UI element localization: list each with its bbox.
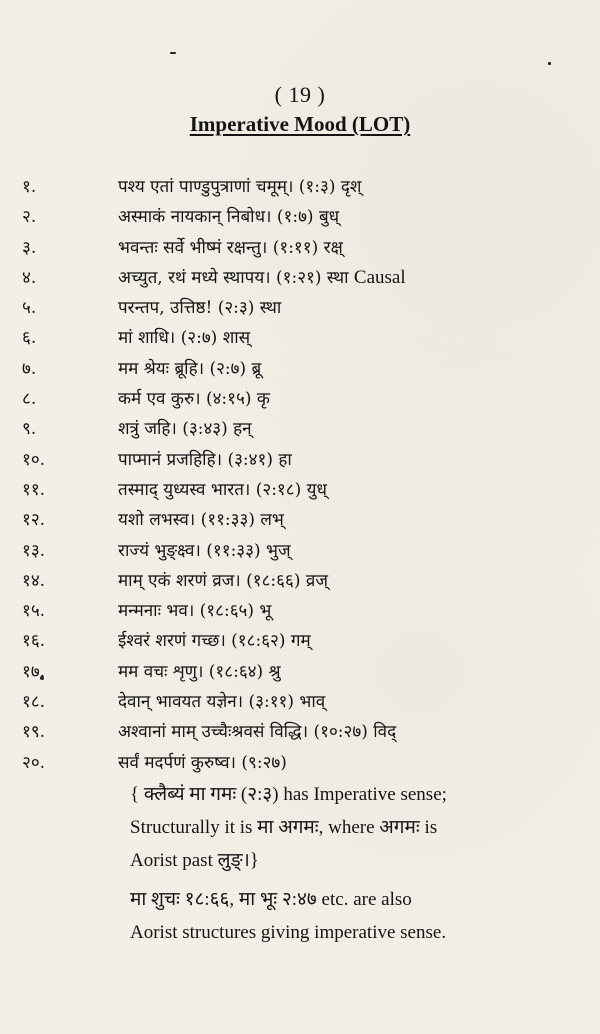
entry-number: ६.: [22, 328, 37, 349]
explanatory-note: [130, 778, 580, 949]
entry-text: यशो लभस्व। (११:३३) लभ्: [118, 510, 284, 531]
entry-number: १४.: [22, 570, 46, 591]
entry-number: १९.: [22, 722, 46, 743]
entry-number: १७.: [22, 661, 46, 682]
entry-number: ११.: [22, 479, 46, 500]
entry-number: ९.: [22, 419, 37, 440]
list-item: [0, 536, 600, 566]
entry-text: पश्य एतां पाण्डुपुत्राणां चमूम्। (१:३) दृश्: [118, 177, 362, 197]
entry-text: अश्वानां माम् उच्चैःश्रवसं विद्धि। (१०:२७) विद्: [118, 722, 397, 743]
entry-number: २.: [22, 207, 37, 228]
entry-number: ८.: [22, 389, 37, 410]
list-item: [0, 323, 600, 353]
page-number: ( 19 ): [274, 82, 326, 107]
entry-text: शत्रुं जहि। (३:४३) हन्: [118, 419, 252, 440]
entry-text-wrapper: [118, 263, 406, 293]
list-item: [0, 233, 600, 263]
entry-number: २०.: [22, 752, 46, 773]
entry-text: कर्म एव कुरु। (४:१५) कृ: [118, 389, 270, 410]
list-item: [0, 566, 600, 596]
entry-text: मम वचः शृणु। (१८:६४) श्रु: [118, 661, 281, 682]
print-speck: [548, 62, 551, 65]
list-item: [0, 293, 600, 323]
list-item: [0, 505, 600, 535]
example-list: [0, 172, 600, 778]
entry-text: मां शाधि। (२:७) शास्: [118, 328, 251, 349]
entry-text: देवान् भावयत यज्ञेन। (३:११) भाव्: [118, 692, 326, 713]
entry-number: ३.: [22, 237, 37, 258]
list-item: [0, 748, 600, 778]
list-item: [0, 626, 600, 656]
list-item: [0, 354, 600, 384]
entry-number: १३.: [22, 540, 46, 561]
entry-number: १८.: [22, 692, 46, 713]
entry-number: ५.: [22, 298, 37, 319]
list-item: [0, 475, 600, 505]
note-line: Structurally it is मा अगमः, where अगमः is: [130, 817, 438, 838]
list-item: [0, 202, 600, 232]
list-item: [0, 263, 600, 293]
entry-text: ईश्वरं शरणं गच्छ। (१८:६२) गम्: [118, 631, 311, 652]
entry-number: १.: [22, 177, 37, 197]
entry-annotation: Causal: [353, 266, 406, 288]
entry-text: मन्मनाः भव। (१८:६५) भू: [118, 601, 272, 622]
print-speck: [170, 52, 176, 54]
entry-number: ४.: [22, 267, 37, 288]
entry-text: राज्यं भुङ्क्ष्व। (११:३३) भुज्: [118, 540, 291, 561]
entry-text: अच्युत, रथं मध्ये स्थापय। (१:२१) स्था: [118, 267, 349, 288]
entry-number: १०.: [22, 449, 46, 470]
entry-text: तस्माद् युध्यस्व भारत। (२:१८) युध्: [118, 479, 327, 500]
list-item: [0, 414, 600, 444]
entry-text: भवन्तः सर्वे भीष्मं रक्षन्तु। (१:११) रक्ष्: [118, 237, 343, 258]
entry-number: १६.: [22, 631, 46, 652]
entry-text: मम श्रेयः ब्रूहि। (२:७) ब्रू: [118, 358, 262, 379]
list-item: [0, 445, 600, 475]
list-item: [0, 384, 600, 414]
note-line: मा शुचः १८:६६, मा भूः २:४७ etc. are also: [130, 889, 412, 910]
list-item: [0, 657, 600, 687]
entry-text: अस्माकं नायकान् निबोध। (१:७) बुध्: [118, 207, 340, 228]
entry-text: पाप्मानं प्रजहिहि। (३:४१) हा: [118, 449, 292, 470]
list-item: [0, 717, 600, 747]
note-line: Aorist structures giving imperative sense.: [130, 922, 447, 943]
entry-text: परन्तप, उत्तिष्ठ! (२:३) स्था: [118, 298, 282, 319]
entry-number: १२.: [22, 510, 46, 531]
entry-number: १५.: [22, 601, 46, 622]
list-item: [0, 596, 600, 626]
entry-number: ७.: [22, 358, 37, 379]
note-line: { क्लैब्यं मा गमः (२:३) has Imperative sense;: [130, 784, 447, 805]
note-line: Aorist past लुङ्।}: [130, 850, 259, 871]
entry-text: सर्वं मदर्पणं कुरुष्व। (९:२७): [118, 752, 287, 773]
entry-text: माम् एकं शरणं व्रज। (१८:६६) व्रज्: [118, 570, 328, 591]
page-title: Imperative Mood (LOT): [189, 112, 411, 136]
list-item: [0, 687, 600, 717]
list-item: [0, 172, 600, 202]
